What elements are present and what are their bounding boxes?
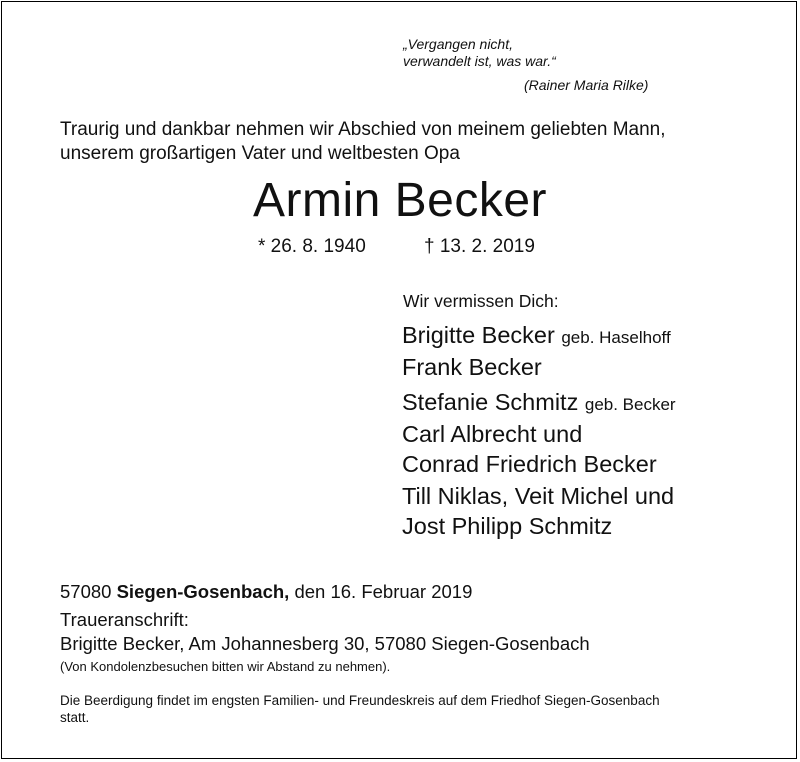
place-date-line — [60, 581, 472, 603]
mourning-address-label: Traueranschrift: — [60, 609, 189, 630]
condolence-note: (Von Kondolenzbesuchen bitten wir Abstand zu nehmen). — [60, 659, 391, 674]
mourner-maiden-name: geb. Haselhoff — [561, 328, 671, 347]
intro-line-2: unserem großartigen Vater und weltbesten Opa — [60, 143, 460, 164]
mourner-name: Frank Becker — [402, 354, 542, 380]
mourning-address: Brigitte Becker, Am Johannesberg 30, 57080 Siegen-Gosenbach — [60, 633, 590, 654]
birth-date: * 26. 8. 1940 — [258, 236, 366, 257]
mourner-entry — [402, 320, 671, 353]
mourner-name: Jost Philipp Schmitz — [402, 513, 613, 539]
city-name: Siegen-Gosenbach, — [116, 581, 290, 602]
burial-line-1: Die Beerdigung findet im engsten Familien- und Freundeskreis auf dem Friedhof Siegen-Gosenbach — [60, 693, 660, 708]
death-date: † 13. 2. 2019 — [424, 236, 535, 257]
burial-line-2: statt. — [60, 710, 90, 725]
mourner-name: Brigitte Becker — [402, 322, 555, 348]
intro-line-1: Traurig und dankbar nehmen wir Abschied von meinem geliebten Mann, — [60, 119, 666, 140]
notice-date: den 16. Februar 2019 — [294, 581, 473, 602]
mourner-entry — [402, 511, 612, 541]
mourner-entry — [402, 387, 676, 420]
deceased-name: Armin Becker — [252, 174, 548, 227]
mourners-heading: Wir vermissen Dich: — [403, 291, 559, 311]
mourner-entry — [402, 449, 657, 479]
mourner-entry — [402, 481, 674, 511]
mourner-name: Stefanie Schmitz — [402, 389, 579, 415]
zip-code: 57080 — [60, 581, 112, 602]
quote-line-1: „Vergangen nicht, — [403, 36, 513, 52]
mourner-name: Carl Albrecht und — [402, 421, 583, 447]
mourner-name: Till Niklas, Veit Michel und — [402, 483, 675, 509]
mourner-maiden-name: geb. Becker — [584, 395, 676, 414]
mourner-entry — [402, 352, 542, 382]
quote-author: (Rainer Maria Rilke) — [524, 77, 649, 93]
mourner-entry — [402, 419, 582, 449]
quote-line-2: verwandelt ist, was war.“ — [403, 53, 556, 69]
mourner-name: Conrad Friedrich Becker — [402, 451, 657, 477]
